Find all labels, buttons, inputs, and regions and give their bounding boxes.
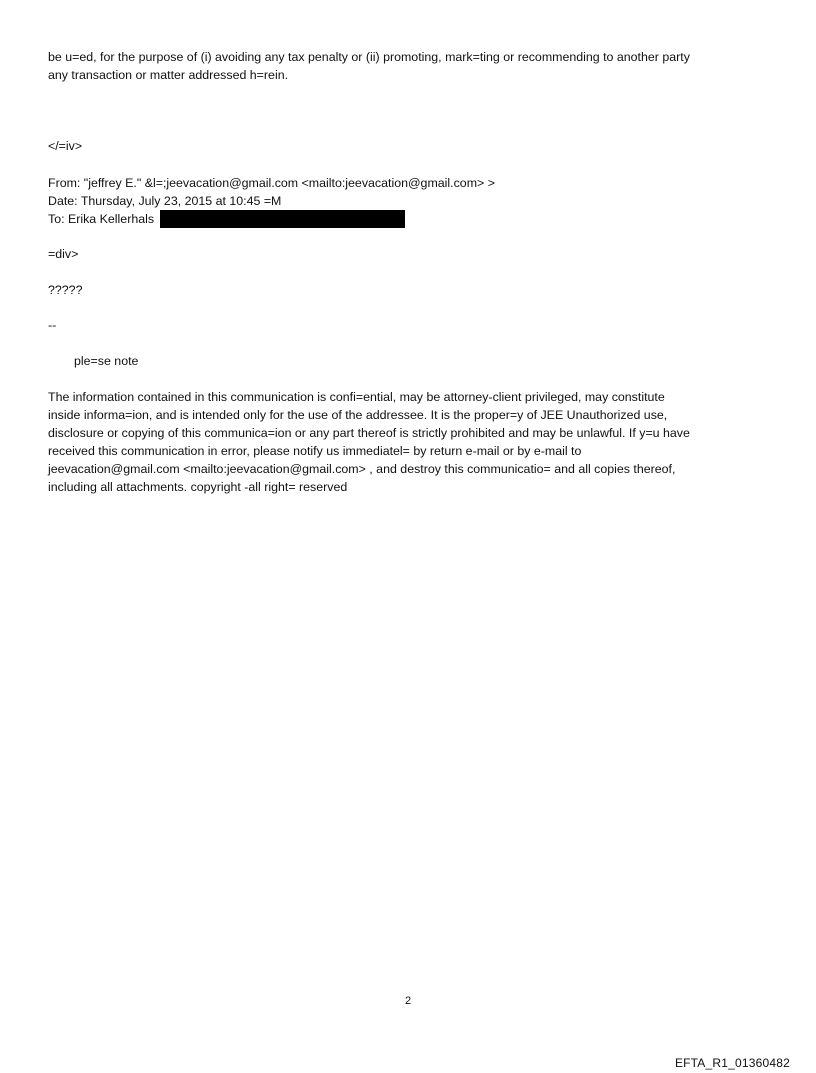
question-marks: ????? xyxy=(48,283,83,297)
page-number: 2 xyxy=(404,995,412,1007)
email-from-line: From: "jeffrey E." &l=;jeevacation@gmail.com <mailto:jeevacation@gmail.com> > xyxy=(48,176,495,190)
email-header xyxy=(48,174,768,228)
disclaimer-line-5: jeevacation@gmail.com <mailto:jeevacation@gmail.com> , and destroy this communicatio= and all copies thereof, xyxy=(48,462,676,476)
intro-line-2: any transaction or matter addressed h=rein. xyxy=(48,68,289,82)
disclaimer-paragraph xyxy=(48,388,768,496)
intro-line-1: be u=ed, for the purpose of (i) avoiding any tax penalty or (ii) promoting, mark=ting or recommending to another party xyxy=(48,50,690,64)
disclaimer-line-6: including all attachments. copyright -all right= reserved xyxy=(48,480,348,494)
disclaimer-line-1: The information contained in this communication is confi=ential, may be attorney-client privileged, may constitute xyxy=(48,390,665,404)
redaction-box xyxy=(160,210,405,228)
email-to-line xyxy=(48,210,768,228)
disclaimer-line-3: disclosure or copying of this communica=ion or any part thereof is strictly prohibited and may be unlawful. If y=u have xyxy=(48,426,690,440)
disclaimer-line-4: received this communication in error, please notify us immediatel= by return e-mail or by e-mail to xyxy=(48,444,582,458)
div-tag: =div> xyxy=(48,247,79,261)
disclaimer-line-2: inside informa=ion, and is intended only for the use of the addressee. It is the proper=y of JEE Unauthorized use, xyxy=(48,408,668,422)
email-to-text: To: Erika Kellerhals xyxy=(48,212,155,226)
bates-number: EFTA_R1_01360482 xyxy=(674,1056,790,1070)
signature-separator: -- xyxy=(48,318,57,332)
intro-paragraph xyxy=(48,48,768,84)
closing-div-tag: </=iv> xyxy=(48,139,83,153)
email-date-line: Date: Thursday, July 23, 2015 at 10:45 =M xyxy=(48,194,282,208)
please-note: ple=se note xyxy=(74,354,139,368)
